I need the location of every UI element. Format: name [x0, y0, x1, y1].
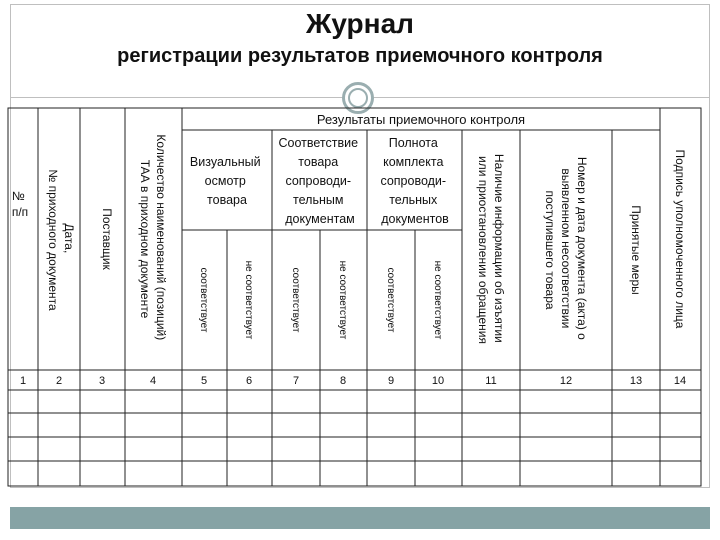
col5-match: соответствует: [198, 267, 209, 333]
col-number: 13: [629, 375, 643, 387]
col4-header: Количество наименований (позиций) ТАА в приходном документе: [138, 134, 168, 341]
col-number: 2: [55, 375, 63, 387]
col-number: 14: [673, 375, 687, 387]
col12-header: Номер и дата документа (акта) о выявленном несоответствии поступившего товара: [543, 156, 589, 340]
col-number: 7: [292, 375, 300, 387]
col-number: 5: [200, 375, 208, 387]
col-number: 11: [485, 375, 497, 387]
col7-match: соответствует: [290, 267, 301, 333]
docs-match-header: Соответствие товара сопроводи- тельным документам: [278, 136, 359, 226]
col-number: 12: [559, 375, 573, 387]
col3-header: Поставщик: [100, 208, 114, 270]
col13-header: Принятые меры: [629, 205, 643, 295]
col8-nomatch: не соответствует: [337, 260, 348, 340]
col14-header: Подпись уполномоченного лица: [673, 149, 687, 329]
page-subtitle: регистрации результатов приемочного контроля: [117, 45, 603, 67]
visual-inspection-header: Визуальный осмотр товара: [189, 155, 261, 207]
col2-header: Дата, № приходного документа: [46, 169, 76, 311]
col-number: 1: [19, 375, 27, 387]
page-title: Журнал: [306, 8, 414, 39]
col-number: 6: [245, 375, 253, 387]
col6-nomatch: не соответствует: [243, 260, 254, 340]
col1-header: № п/п: [11, 189, 29, 219]
col11-header: Наличие информации об изъятии или приостановлении обращения: [476, 153, 506, 344]
col-number: 4: [149, 375, 157, 387]
col-number: 9: [387, 375, 395, 387]
completeness-header: Полнота комплекта сопроводи- тельных документов: [380, 136, 449, 226]
col9-match: соответствует: [385, 267, 396, 333]
col-number: 10: [431, 375, 445, 387]
col-number: 3: [98, 375, 106, 387]
col-number: 8: [339, 375, 347, 387]
footer-bar: [10, 507, 710, 529]
col10-nomatch: не соответствует: [432, 260, 443, 340]
group-header: Результаты приемочного контроля: [316, 112, 526, 127]
